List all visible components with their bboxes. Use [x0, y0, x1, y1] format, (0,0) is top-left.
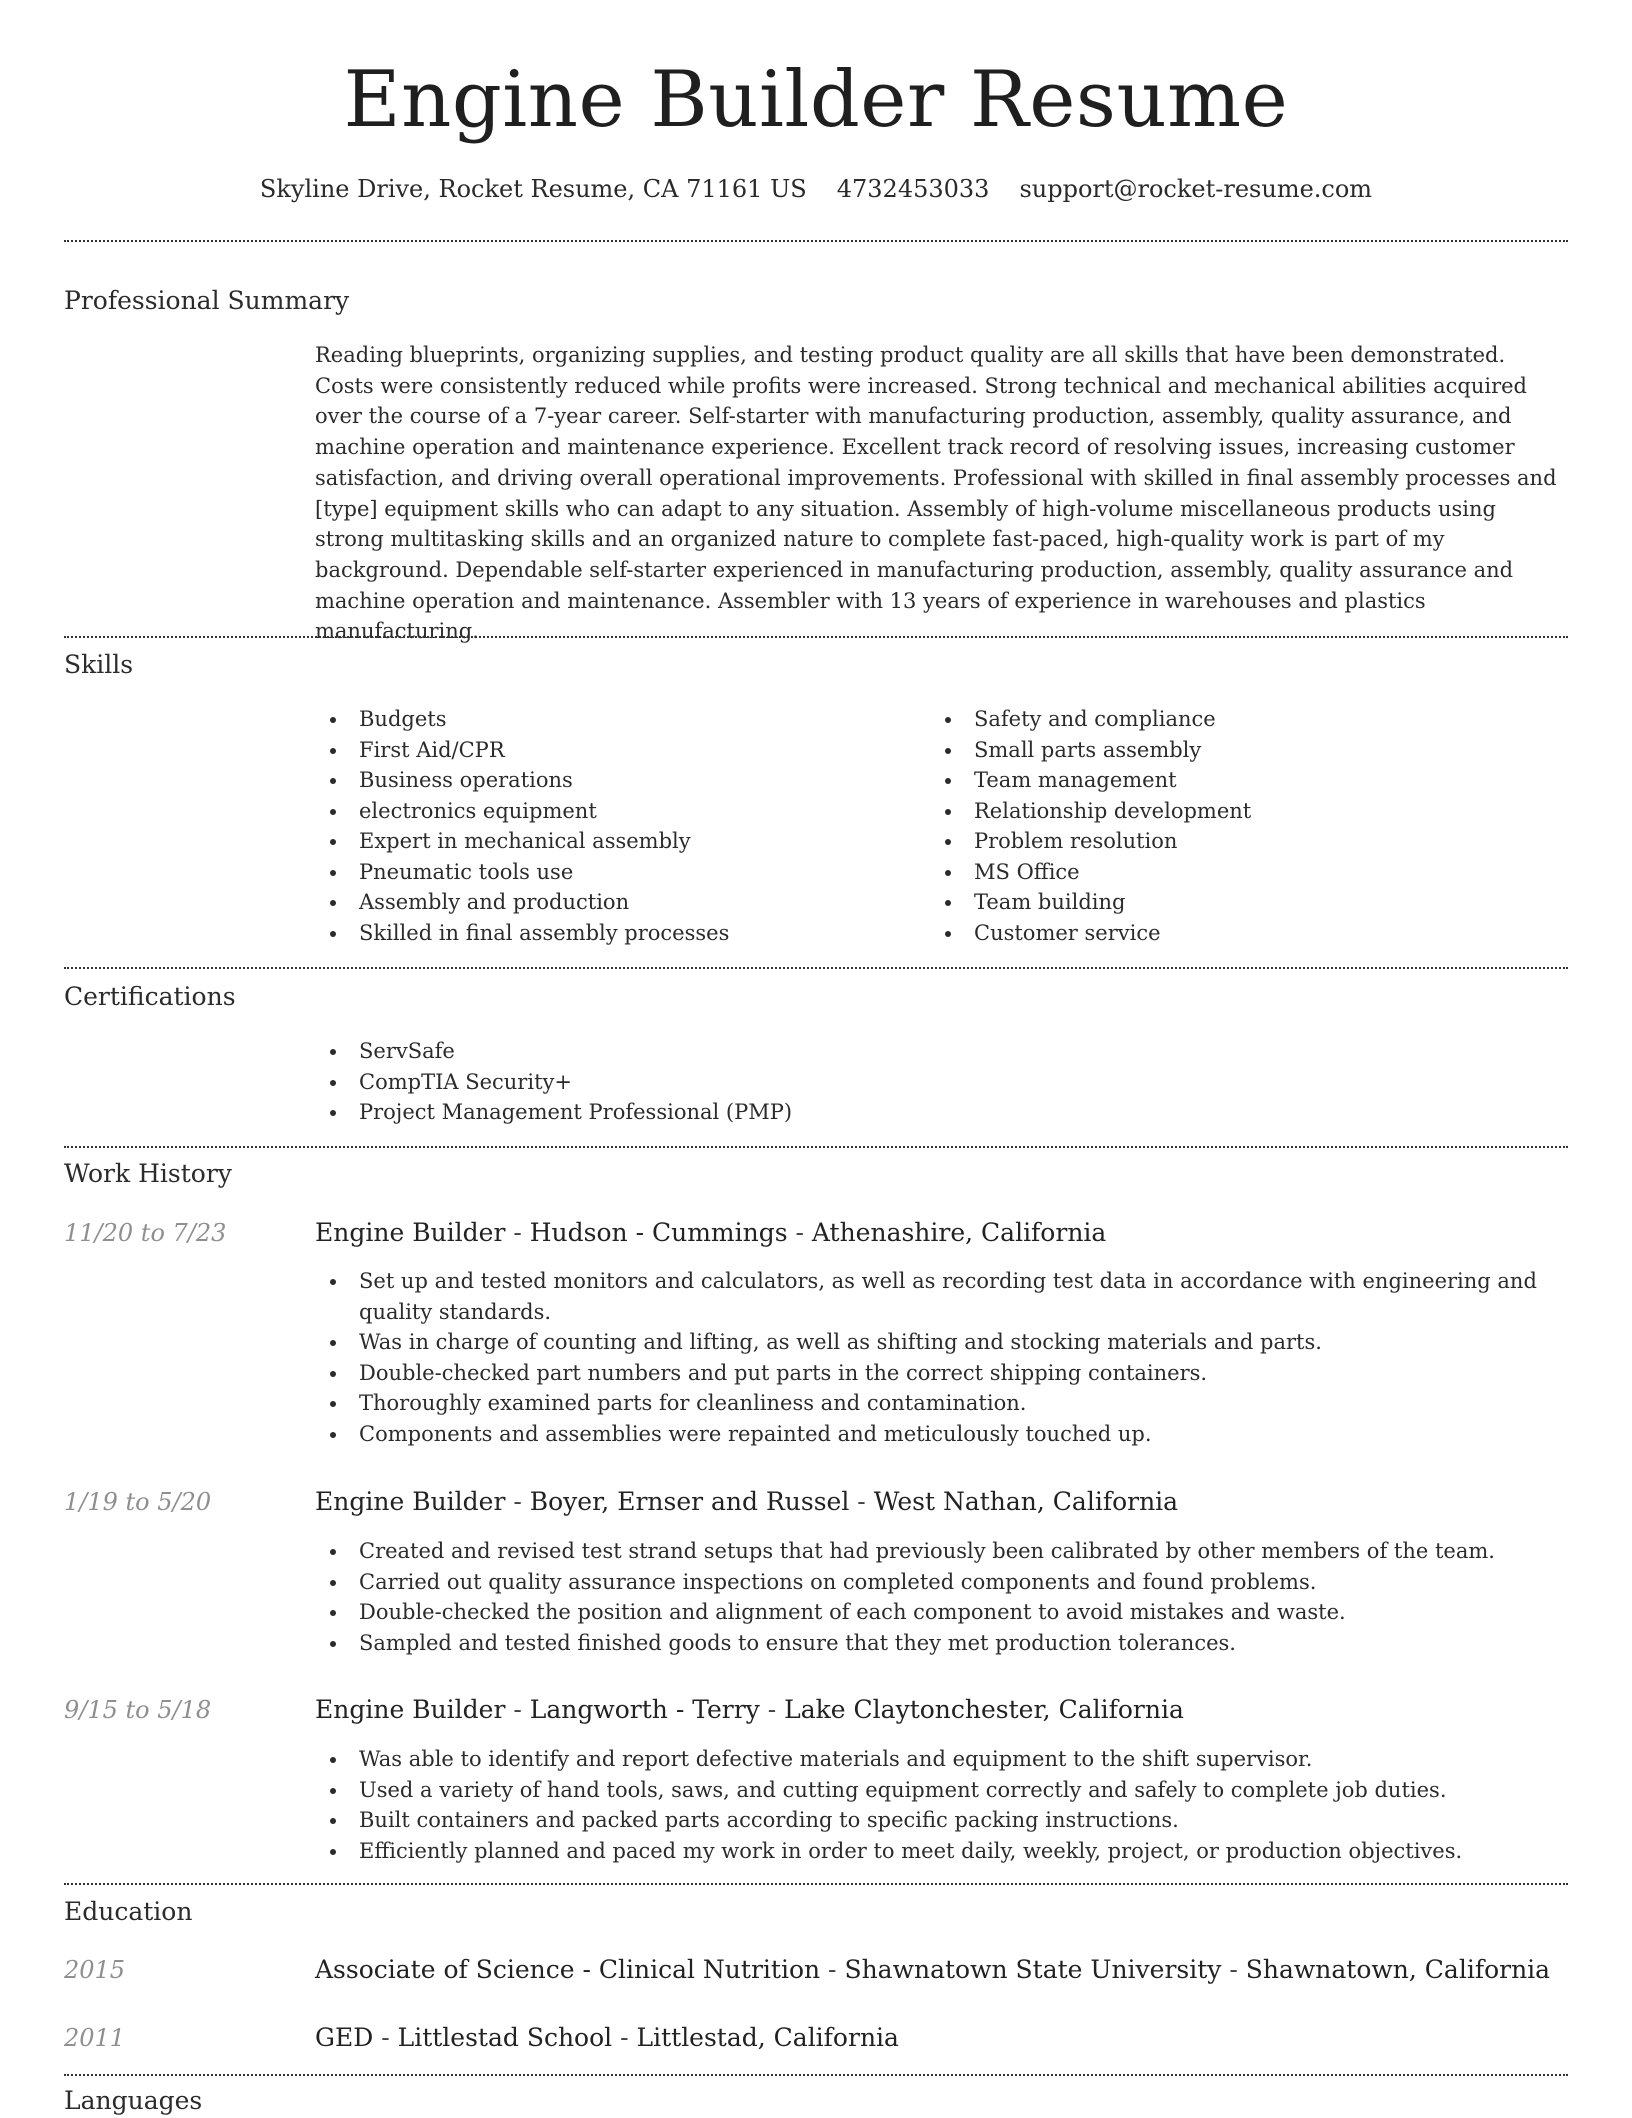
job-dates: 9/15 to 5/18: [64, 1696, 212, 1724]
job-duty: Sampled and tested finished goods to ensure that they met production tolerances.: [315, 1628, 1568, 1659]
skill-item: Assembly and production: [315, 887, 915, 918]
certification-item: ServSafe: [315, 1036, 1515, 1067]
skill-item: Pneumatic tools use: [315, 857, 915, 888]
job-location: Athenashire, California: [811, 1218, 1107, 1247]
education-entry: [315, 1953, 1550, 1987]
skill-item: Safety and compliance: [930, 704, 1530, 735]
job-title: Engine Builder: [315, 1487, 506, 1516]
job-duty: Created and revised test strand setups that had previously been calibrated by other members of the team.: [315, 1536, 1568, 1567]
skill-item: MS Office: [930, 857, 1530, 888]
divider: [64, 1883, 1568, 1885]
job-duty: Efficiently planned and paced my work in order to meet daily, weekly, project, or production objectives.: [315, 1836, 1568, 1867]
summary-text: Reading blueprints, organizing supplies, and testing product quality are all skills that have been demonstrated. Costs were consistently reduced while profits were increased. Strong technical and mechanical abilities acquired over the course of a 7-year career. Self-starter with manufacturing production, assembly, quality assurance, and machine operation and maintenance experience. Excellent track record of resolving issues, increasing customer satisfaction, and driving overall operational improvements. Professional with skilled in final assembly processes and [type] equipment skills who can adapt to any situation. Assembly of high-volume miscellaneous products using strong multitasking skills and an organized nature to complete fast-paced, high-quality work is part of my background. Dependable self-starter experienced in manufacturing production, assembly, quality assurance and machine operation and maintenance. Assembler with 13 years of experience in warehouses and plastics manufacturing.: [315, 343, 1557, 644]
education-degree: GED: [315, 2023, 374, 2052]
job-duty: Carried out quality assurance inspections on completed components and found problems.: [315, 1567, 1568, 1598]
education-location: Littlestad, California: [636, 2023, 899, 2052]
separator: -: [849, 1487, 874, 1516]
skill-item: Small parts assembly: [930, 735, 1530, 766]
section-title-certifications: Certifications: [64, 982, 236, 1011]
job-duty: Used a variety of hand tools, saws, and cutting equipment correctly and safely to complete job duties.: [315, 1775, 1568, 1806]
skill-item: Team building: [930, 887, 1530, 918]
skill-item: Business operations: [315, 765, 915, 796]
separator: -: [759, 1695, 785, 1724]
job-duties: [315, 1266, 1568, 1449]
certification-item: CompTIA Security+: [315, 1067, 1515, 1098]
separator: -: [1221, 1955, 1246, 1984]
job-company: Langworth - Terry: [529, 1695, 760, 1724]
education-degree: Associate of Science - Clinical Nutrition: [315, 1955, 821, 1984]
job-duty: Was in charge of counting and lifting, as well as shifting and stocking materials and parts.: [315, 1327, 1568, 1358]
job-duty: Double-checked part numbers and put parts in the correct shipping containers.: [315, 1358, 1568, 1389]
skill-item: Problem resolution: [930, 826, 1530, 857]
contact-phone: 4732453033: [836, 175, 990, 203]
divider: [64, 240, 1568, 242]
job-duty: Was able to identify and report defective materials and equipment to the shift supervisor.: [315, 1744, 1568, 1775]
separator: -: [373, 2023, 398, 2052]
section-title-skills: Skills: [64, 650, 134, 679]
skills-list-right: [930, 704, 1530, 948]
education-year: 2015: [64, 1956, 126, 1984]
job-duty: Set up and tested monitors and calculators, as well as recording test data in accordance with engineering and quality standards.: [315, 1266, 1568, 1327]
resume-title: Engine Builder Resume: [343, 55, 1289, 145]
separator: -: [787, 1218, 812, 1247]
section-title-education: Education: [64, 1897, 193, 1926]
separator: -: [505, 1695, 530, 1724]
job-location: West Nathan, California: [873, 1487, 1179, 1516]
divider: [64, 967, 1568, 969]
separator: -: [505, 1487, 530, 1516]
divider: [64, 1146, 1568, 1148]
education-year: 2011: [64, 2024, 126, 2052]
job-heading: [315, 1693, 1184, 1727]
education-school: Littlestad School: [397, 2023, 613, 2052]
certification-item: Project Management Professional (PMP): [315, 1097, 1515, 1128]
skill-item: electronics equipment: [315, 796, 915, 827]
separator: -: [820, 1955, 845, 1984]
job-location: Lake Claytonchester, California: [784, 1695, 1184, 1724]
contact-line: [0, 171, 1632, 207]
contact-address: Skyline Drive, Rocket Resume, CA 71161 US: [259, 175, 807, 203]
job-dates: 11/20 to 7/23: [64, 1219, 227, 1247]
job-duties: [315, 1744, 1568, 1866]
skill-item: Budgets: [315, 704, 915, 735]
skill-item: Team management: [930, 765, 1530, 796]
skills-list-left: [315, 704, 915, 948]
job-dates: 1/19 to 5/20: [64, 1488, 212, 1516]
job-duty: Double-checked the position and alignment of each component to avoid mistakes and waste.: [315, 1597, 1568, 1628]
contact-email: support@rocket-resume.com: [1019, 175, 1373, 203]
section-title-summary: Professional Summary: [64, 286, 350, 315]
job-heading: [315, 1485, 1178, 1519]
skill-item: Customer service: [930, 918, 1530, 949]
divider: [64, 2074, 1568, 2076]
job-duties: [315, 1536, 1568, 1658]
job-title: Engine Builder: [315, 1218, 506, 1247]
education-school: Shawnatown State University: [844, 1955, 1222, 1984]
job-company: Boyer, Ernser and Russel: [529, 1487, 850, 1516]
job-duty: Built containers and packed parts according to specific packing instructions.: [315, 1805, 1568, 1836]
divider: [64, 636, 1568, 638]
separator: -: [612, 2023, 637, 2052]
skill-item: Relationship development: [930, 796, 1530, 827]
section-title-languages: Languages: [64, 2086, 203, 2115]
job-title: Engine Builder: [315, 1695, 506, 1724]
skill-item: Expert in mechanical assembly: [315, 826, 915, 857]
job-duty: Components and assemblies were repainted and meticulously touched up.: [315, 1419, 1568, 1450]
job-duty: Thoroughly examined parts for cleanliness and contamination.: [315, 1388, 1568, 1419]
job-company: Hudson - Cummings: [529, 1218, 788, 1247]
education-entry: [315, 2021, 899, 2055]
education-location: Shawnatown, California: [1245, 1955, 1551, 1984]
skill-item: First Aid/CPR: [315, 735, 915, 766]
section-title-work-history: Work History: [64, 1159, 232, 1188]
job-heading: [315, 1216, 1106, 1250]
skill-item: Skilled in final assembly processes: [315, 918, 915, 949]
separator: -: [505, 1218, 530, 1247]
certifications-list: [315, 1036, 1515, 1128]
